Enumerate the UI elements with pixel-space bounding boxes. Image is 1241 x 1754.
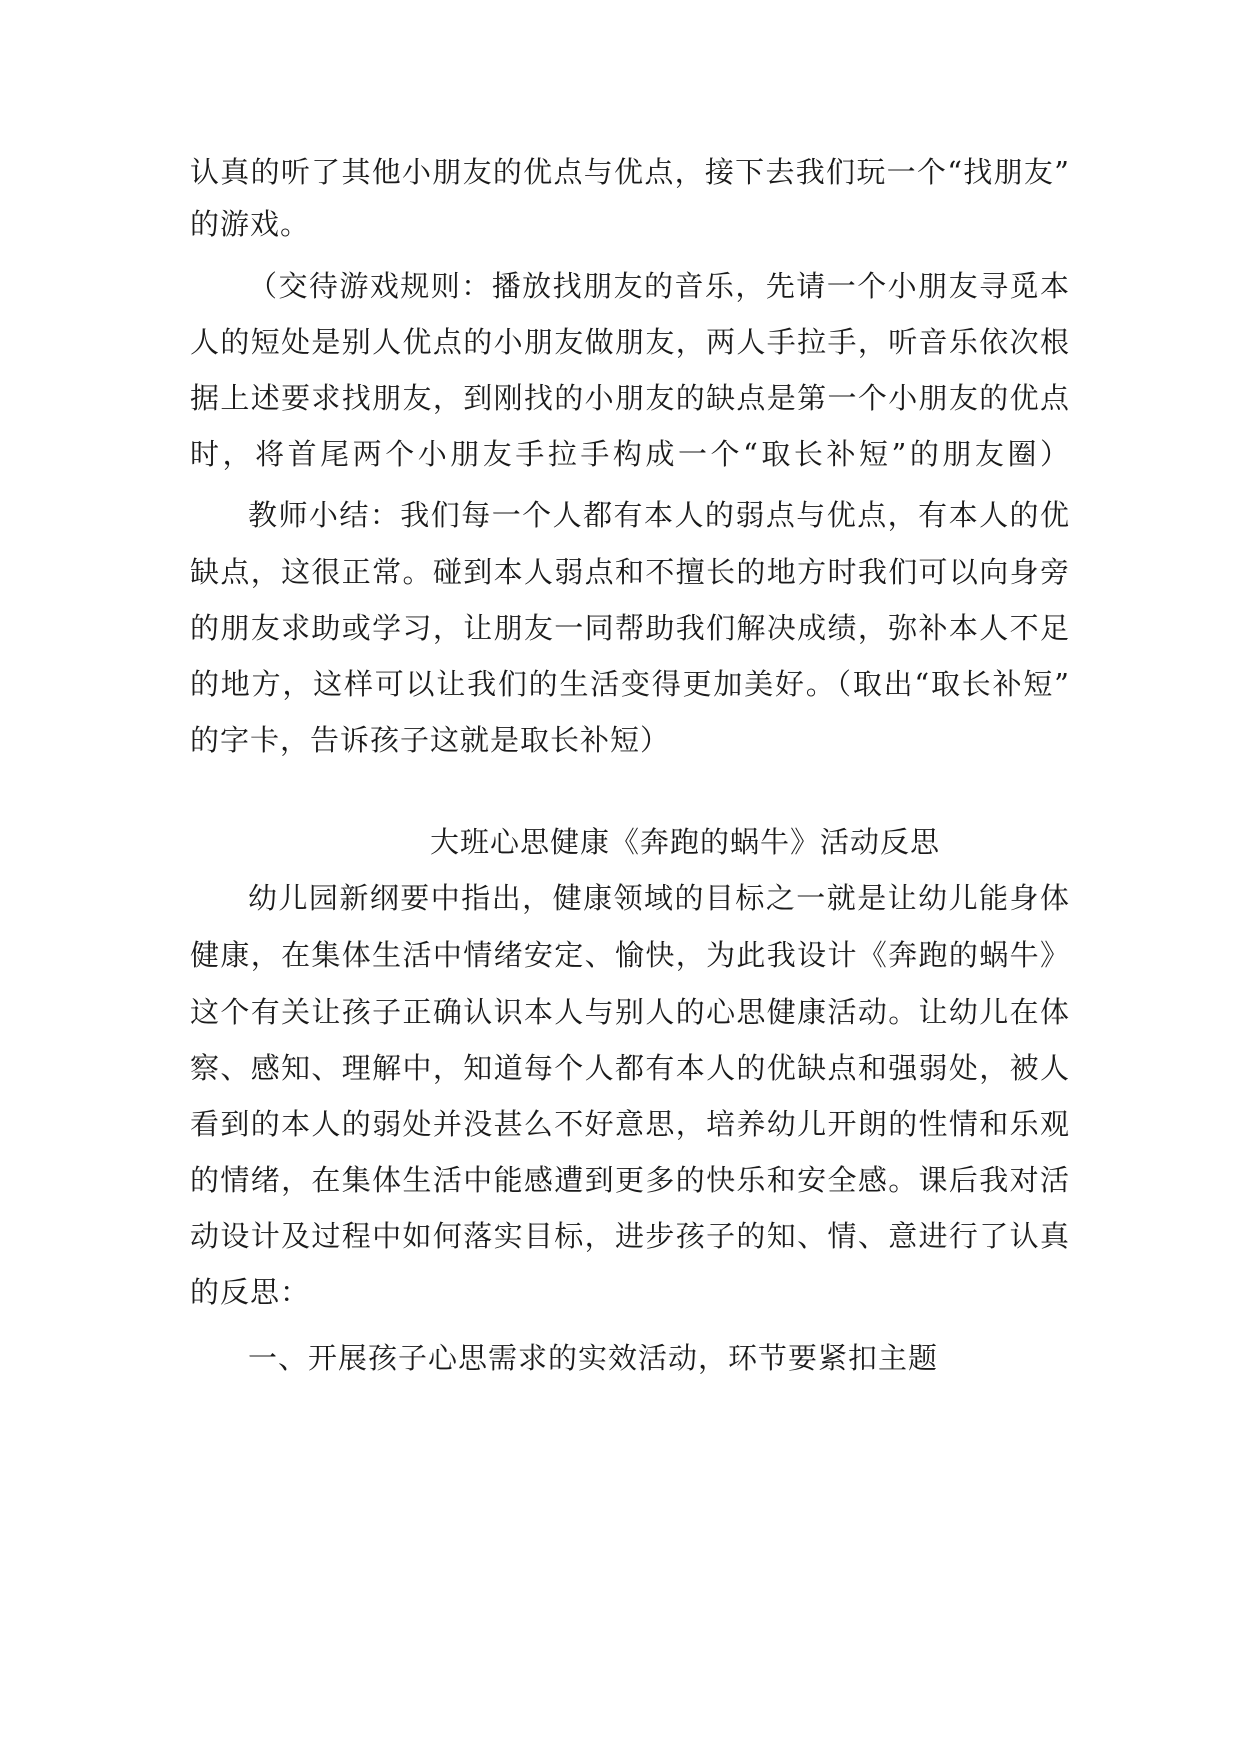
text-line-19: 的反思：	[190, 1275, 311, 1309]
text-line-2: 的游戏。	[190, 207, 311, 241]
text-line-1: 认真的听了其他小朋友的优点与优点，接下去我们玩一个“找朋友”	[190, 155, 1070, 189]
text-line-15: 察、感知、理解中，知道每个人都有本人的优缺点和强弱处，被人	[190, 1051, 1070, 1085]
text-line-8: 缺点，这很正常。碰到本人弱点和不擅长的地方时我们可以向身旁	[190, 555, 1070, 589]
text-line-6: 时，将首尾两个小朋友手拉手构成一个“取长补短”的朋友圈）	[190, 437, 1070, 471]
text-line-14: 这个有关让孩子正确认识本人与别人的心思健康活动。让幼儿在体	[190, 995, 1070, 1029]
text-line-17: 的情绪，在集体生活中能感遭到更多的快乐和安全感。课后我对活	[190, 1163, 1070, 1197]
text-line-13: 健康，在集体生活中情绪安定、愉快，为此我设计《奔跑的蜗牛》	[190, 938, 1070, 972]
text-line-7: 教师小结：我们每一个人都有本人的弱点与优点，有本人的优	[248, 498, 1070, 532]
text-line-5: 据上述要求找朋友，到刚找的小朋友的缺点是第一个小朋友的优点	[190, 381, 1070, 415]
section-title: 大班心思健康《奔跑的蜗牛》活动反思	[430, 825, 941, 859]
text-line-10: 的地方，这样可以让我们的生活变得更加美好。（取出“取长补短”	[190, 667, 1070, 701]
text-line-18: 动设计及过程中如何落实目标，进步孩子的知、情、意进行了认真	[190, 1219, 1070, 1253]
text-line-16: 看到的本人的弱处并没甚么不好意思，培养幼儿开朗的性情和乐观	[190, 1107, 1070, 1141]
text-line-12: 幼儿园新纲要中指出，健康领域的目标之一就是让幼儿能身体	[248, 881, 1070, 915]
text-line-9: 的朋友求助或学习，让朋友一同帮助我们解决成绩，弥补本人不足	[190, 611, 1070, 645]
section-heading-1: 一、开展孩子心思需求的实效活动，环节要紧扣主题	[248, 1341, 939, 1375]
text-line-4: 人的短处是别人优点的小朋友做朋友，两人手拉手，听音乐依次根	[190, 325, 1070, 359]
text-line-11: 的字卡，告诉孩子这就是取长补短）	[190, 723, 671, 757]
text-line-3: （交待游戏规则：播放找朋友的音乐，先请一个小朋友寻觅本	[248, 269, 1070, 303]
